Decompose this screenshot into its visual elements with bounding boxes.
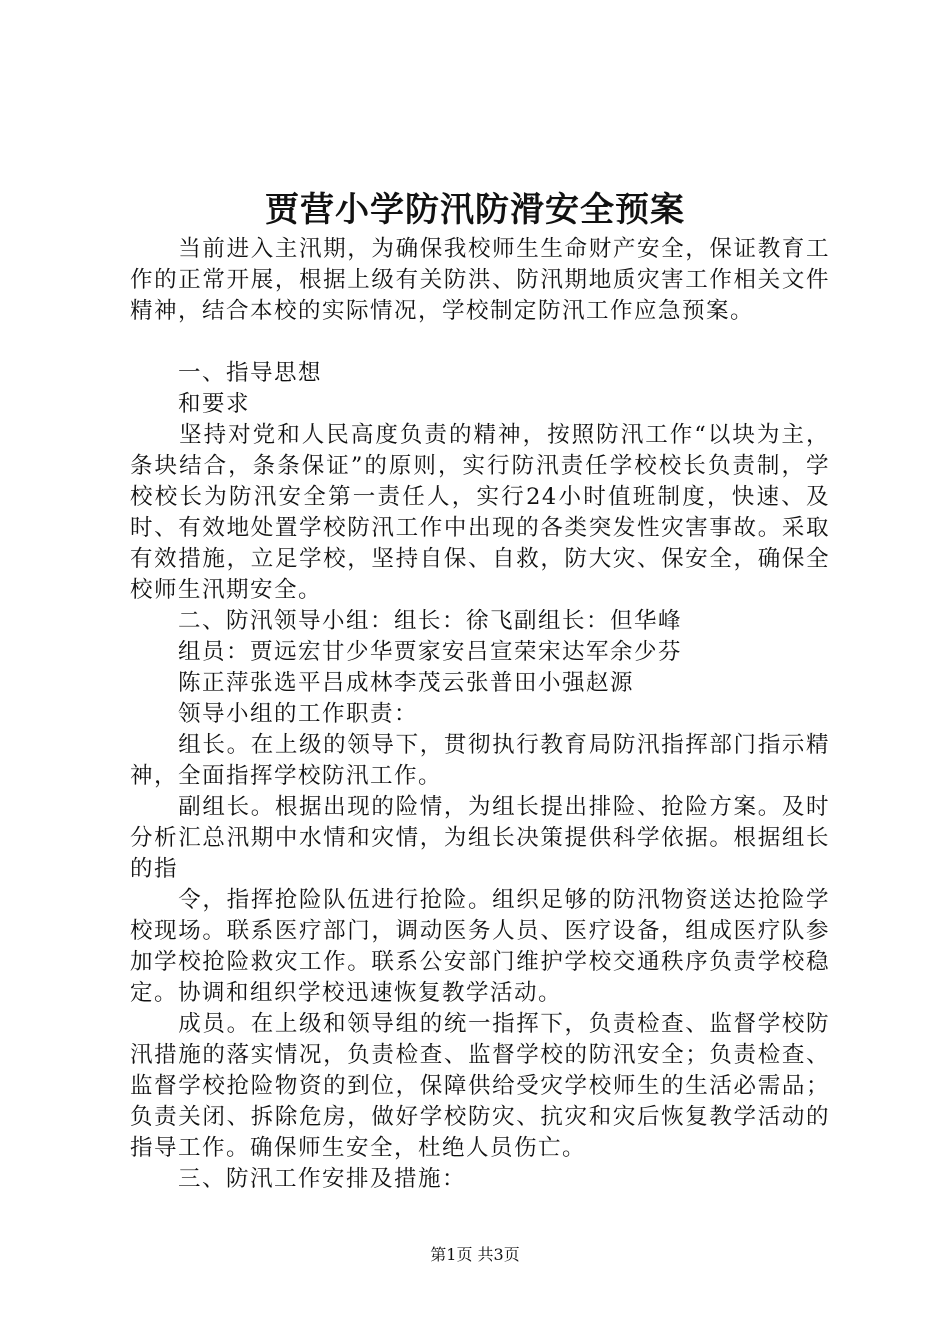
heading-duties: 领导小组的工作职责：: [130, 701, 419, 727]
page-number: 第1页 共3页: [430, 1245, 520, 1264]
paragraph-deputy-duty-cont: 令，指挥抢险队伍进行抢险。组织足够的防汛物资送达抢险学校现场。联系医疗部门，调动医务人员、医疗设备，组成医疗队参加学校抢险救灾工作。联系公安部门维护学校交通秩序负责学校稳定。协调和组织学校迅速恢复教学活动。: [130, 887, 830, 1006]
paragraph-members-1: 组员：贾远宏甘少华贾家安吕宣荣宋达军余少芬: [130, 639, 683, 665]
heading-guiding-ideology: 一、指导思想: [130, 360, 323, 386]
paragraph-leader-duty: 组长。在上级的领导下，贯彻执行教育局防汛指挥部门指示精神，全面指挥学校防汛工作。: [130, 732, 830, 789]
paragraph-members-2: 陈正萍张选平吕成林李茂云张普田小强赵源: [130, 670, 635, 696]
heading-requirements: 和要求: [130, 391, 251, 417]
paragraph-member-duty: 成员。在上级和领导组的统一指挥下，负责检查、监督学校防汛措施的落实情况，负责检查、监督学校的防汛安全；负责检查、监督学校抢险物资的到位，保障供给受灾学校师生的生活必需品；负责关闭、拆除危房，做好学校防灾、抗灾和灾后恢复教学活动的指导工作。确保师生安全，杜绝人员伤亡。: [130, 1011, 830, 1161]
document-title: 贾营小学防汛防滑安全预案: [265, 190, 685, 230]
paragraph-leadership-group: 二、防汛领导小组：组长：徐飞副组长：但华峰: [130, 608, 683, 634]
paragraph-intro: 当前进入主汛期，为确保我校师生生命财产安全，保证教育工作的正常开展，根据上级有关防洪、防汛期地质灾害工作相关文件精神，结合本校的实际情况，学校制定防汛工作应急预案。: [130, 236, 830, 324]
heading-arrangements: 三、防汛工作安排及措施：: [130, 1166, 467, 1192]
paragraph-principles: 坚持对党和人民高度负责的精神，按照防汛工作“以块为主，条块结合，条条保证”的原则，实行防汛责任学校校长负责制，学校校长为防汛安全第一责任人，实行24小时值班制度，快速、及时、有效地处置学校防汛工作中出现的各类突发性灾害事故。采取有效措施，立足学校，坚持自保、自救，防大灾、保安全，确保全校师生汛期安全。: [130, 422, 830, 603]
paragraph-deputy-duty: 副组长。根据出现的险情，为组长提出排险、抢险方案。及时分析汇总汛期中水情和灾情，为组长决策提供科学依据。根据组长的指: [130, 794, 830, 882]
